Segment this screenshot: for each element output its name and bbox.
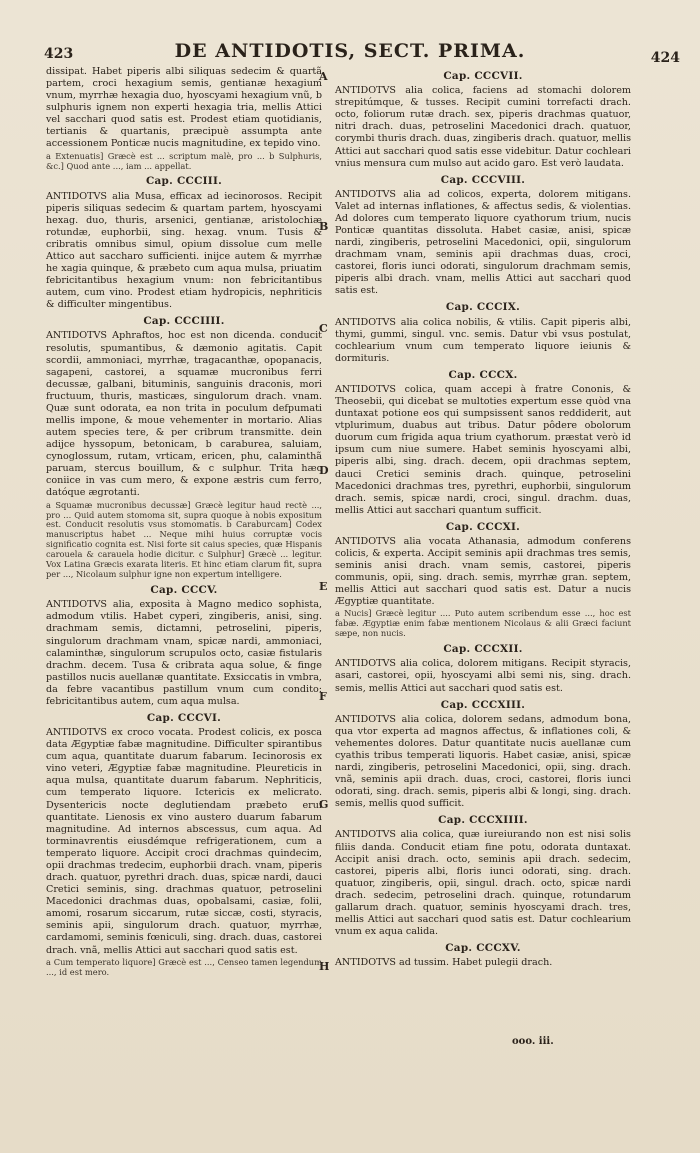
paragraph: ANTIDOTVS alia colica, dolorem sedans, admodum bona, qua vtor experta ad magnos affectus, & inflationes coli, & vehementes dolores. Datur quantitate nucis auellanæ cum cyathis tribus temperati liquoris. Habet casiæ, anisi, spicæ nardi, zingiberis, petroselini Macedonici, opii, sing. drach. vnã, seminis apii drach. duas, croci, castorei, floris iunci odorati, sing. drach. semis, piperis albi & longi, sing. drach. semis, mellis quod sufficit. (335, 713, 631, 810)
page-number-left: 423 (44, 46, 74, 62)
paragraph: ANTIDOTVS alia vocata Athanasia, admodum conferens colicis, & experta. Accipit seminis apii drachmas tres semis, seminis anisi drach. vnam semis, castorei, piperis communis, opii, sing. drach. semis, myrrhæ gran. septem, mellis Attici aut sacchari quod satis est. Datur a nucis Ægyptiæ quantitate. (335, 535, 631, 608)
left-column (46, 66, 322, 978)
paragraph: ANTIDOTVS alia, exposita à Magno medico sophista, admodum vtilis. Habet cyperi, zingiberis, anisi, sing. drachmam semis, dictamni, petroselini, piperis, singulorum drachmam vnam, spicæ nardi, ammoniaci, calaminthæ, singulorum scrupulos octo, casiæ fistularis drachm. decem. Tusa & cribrata aqua solue, & finge pastillos nucis auellanæ quantitate. Exsiccatis in vmbra, da febre vacantibus pastillum vnum cum condito: febricitantibus autem, cum aqua mulsa. (46, 599, 322, 707)
page-title: DE ANTIDOTIS, SECT. PRIMA. (174, 40, 526, 62)
paragraph: ANTIDOTVS ad tussim. Habet pulegii drach. (335, 957, 553, 969)
chapter-heading: Cap. CCCV. (150, 584, 218, 597)
chapter-heading: Cap. CCCVI. (146, 711, 222, 724)
paragraph: ANTIDOTVS alia colica nobilis, & vtilis. Capit piperis albi, thymi, gummi, singul. vnc. semis. Datur vbi vsus postulat, cochlearium vnum cum temperato liquore ieiunis & dormituris. (335, 316, 631, 364)
chapter-heading: Cap. CCCIII. (145, 175, 223, 188)
chapter-heading: Cap. CCCVIII. (440, 173, 526, 186)
margin-letter-b: B (319, 220, 329, 233)
paragraph: ANTIDOTVS alia colica, faciens ad stomachi dolorem strepitúmque, & tusses. Recipit cumini torrefacti drach. octo, foliorum rutæ drach. sex, piperis drachmas quatuor, nitri drach. duas, petroselini Macedonici drach. quatuor, corymbi thuris drach. duas, zingiberis drach. quatuor, mellis Attici aut sacchari quod satis esse videbitur. Datur cochleari vnius mensura cum mulso aut acido garo. Est verò laudata. (335, 85, 631, 169)
chapter-heading: Cap. CCCXIIII. (438, 814, 528, 827)
chapter-heading: Cap. CCCIX. (445, 301, 521, 314)
chapter-heading: Cap. CCCVII. (443, 70, 523, 82)
margin-letter-a: A (319, 70, 328, 83)
margin-letter-g: G (319, 798, 329, 811)
margin-letter-h: H (319, 960, 330, 973)
right-column (335, 66, 631, 970)
footnote: a Squamæ mucronibus decussæ] Græcè legitur haud rectè ..., pro ... Quid autem stomoma sit, supra quoque à nobis expositum est. Conducit resolutis vsus stomomatis. b Caraburcam] Codex manuscriptus habet ... Neque mihi huius corruptæ vocis significatio cognita est. Nisi forte sit caius species, quæ Hispanis carouela & carauela hodie dicitur. c Sulphur] Græcè ... legitur. Vox Latina Græcis exarata literis. Et hinc etiam clarum fit, supra per ..., Nicolaum sulphur igne non expertum intelligere. (46, 499, 322, 580)
chapter-heading: Cap. CCCX. (448, 368, 518, 381)
paragraph: ANTIDOTVS alia colica, quæ iureiurando non est nisi solis filiis danda. Conducit etiam fine potu, odorata duntaxat. Accipit anisi drach. octo, seminis apii drach. sedecim, castorei, piperis albi, floris iunci odorati, sing. drach. quatuor, zingiberis, opii, singul. drach. octo, spicæ nardi drach. sedecim, petroselini drach. quinque, rotundarum gallarum drach. quatuor, seminis hyoscyami drach. tres, mellis Attici aut sacchari quod satis est. Datur cochlearium vnum ex aqua calida. (335, 829, 631, 938)
paragraph: ANTIDOTVS alia ad colicos, experta, dolorem mitigans. Valet ad internas inflationes, & affectus sedis, & violentias. Ad dolores cum temperato liquore cyathorum trium, nucis Ponticæ quantitas dissoluta. Habet casiæ, anisi, spicæ nardi, zingiberis, petroselini Macedonici, opii, singulorum drachmam vnam, seminis apii drachmas duas, croci, castorei, floris iunci odorati, singulorum drachmam semis, piperis albi drach. vnam, mellis Attici aut sacchari quod satis est. (335, 188, 631, 297)
footnote: a Extenuatis] Græcè est ... scriptum malè, pro ... b Sulphuris, &c.] Quod ante ..., iam ... appellat. (46, 150, 322, 171)
page-number-right: 424 (650, 50, 680, 66)
paragraph: dissipat. Habet piperis albi siliquas sedecim & quartã partem, croci hexagium semis, gentianæ hexagium vnum, myrrhæ hexagia duo, hyoscyami hexagium vnũ, b sulphuris ignem non experti hexagia tria, mellis Attici vel sacchari quod satis est. Prodest etiam quotidianis, tertianis & quartanis, præcipuè assumpta ante accessionem Ponticæ nucis magnitudine, ex tepido vino. (46, 66, 322, 150)
footnote: a Nucis] Græcè legitur .... Puto autem scribendum esse ..., hoc est fabæ. Ægyptiæ enim fabæ mentionem Nicolaus & alii Græci faciunt sæpe, non nucis. (335, 608, 631, 639)
paragraph: ANTIDOTVS Aphraftos, hoc est non dicenda. conducit resolutis, spumantibus, & dæmonio agitatis. Capit scordii, ammoniaci, myrrhæ, tragacanthæ, opopanacis, sagapeni, castorei, a squamæ mucronibus ferri decussæ, galbani, bituminis, sanguinis draconis, mori fructuum, thuris, masticæs, singulorum drach. vnam. Quæ sunt odorata, ea non trita in poculum defpumati mellis impone, & moue vehementer in mortario. Alias autem species tere, & per cribrum transmitte. dein adijce hyssopum, betonicam, b caraburea, saluiam, cynoglossum, rutam, vrticam, ericen, phu, calaminthã paruam, stercus bouillum, & c sulphur. Trita hæc coniice in vas cum mero, & expone æstris cum ferro, datóque ægrotanti. (46, 330, 322, 499)
paragraph: ANTIDOTVS alia colica, dolorem mitigans. Recipit styracis, asari, castorei, opii, hyoscyami albi semi nis, sing. drach. semis, mellis Attici aut sacchari quod satis est. (335, 658, 631, 694)
signature-mark: ooo. iii. (512, 1036, 554, 1047)
footnote: a Cum temperato liquore] Græcè est ..., Censeo tamen legendum ..., id est mero. (46, 956, 322, 977)
chapter-heading: Cap. CCCXV. (445, 942, 521, 955)
paragraph: ANTIDOTVS colica, quam accepi à fratre Cononis, & Theosebii, qui dicebat se multoties expertum esse quòd vna duntaxat potione eos qui sumpsissent sanos reddiderit, aut vtplurimum, duabus aut tribus. Datur pôdere obolorum duorum cum frigida aqua trium cyathorum. præstat verò id ipsum cum niue sumere. Habet seminis hyoscyami albi, piperis albi, sing. drach. decem, opii drachmas septem, dauci Cretici seminis drach. quinque, petroselini Macedonici drachmas tres, pyrethri, euphorbii, singulorum drach. semis, spicæ nardi, croci, singul. drachm. duas, mellis Attici aut sacchari quantum sufficit. (335, 384, 631, 516)
running-header (0, 40, 700, 68)
margin-letter-c: C (319, 322, 328, 335)
margin-letter-e: E (319, 580, 328, 593)
chapter-heading: Cap. CCCXI. (445, 520, 521, 533)
paragraph: ANTIDOTVS alia Musa, efficax ad iecinorosos. Recipit piperis siliquas sedecim & quartam partem, hyoscyami hexag. duo, thuris, arsenici, gentianæ, aristolochiæ rotundæ, euphorbii, sing. hexag. vnum. Tusis & cribratis omnibus simul, opium dissolue cum melle Attico aut saccharo sufficienti. inijce autem & myrrhæ he xagia quinque, & præbeto cum aqua mulsa, priuatim febricitantibus hexagium vnum: non febricitantibus autem, cum vino. Prodest etiam hydropicis, nephriticis & difficulter mingentibus. (46, 190, 322, 311)
chapter-heading: Cap. CCCXII. (443, 643, 523, 656)
paragraph: ANTIDOTVS ex croco vocata. Prodest colicis, ex posca data Ægyptiæ fabæ magnitudine. Difficulter spirantibus cum aqua, quantitate duarum fabarum. Iecinorosis ex vino veteri, Ægyptiæ fabæ magnitudine. Pleureticis in aqua mulsa, quantitate duarum fabarum. Nephriticis, cum temperato liquore. Ictericis ex melicrato. Dysentericis nocte deglutiendam præbeto erui quantitate. Lienosis ex vino austero duarum fabarum magnitudine. Ad internos abscessus, cum aqua. Ad torminavrentis eiusdémque refrigerationem, cum a temperato liquore. Accipit croci drachmas quindecim, opii drachmas tredecim, euphorbii drach. vnam, piperis drach. quatuor, pyrethri drach. duas, spicæ nardi, dauci Cretici seminis, sing. drachmas quatuor, petroselini Macedonici drachmas duas, opobalsami, casiæ, folii, amomi, rosarum siccarum, rutæ siccæ, costi, styracis, seminis apii, singulorum drach. quatuor, myrrhæ, cardamomi, seminis fœniculi, sing. drach. duas, castorei drach. vnã, mellis Attici aut sacchari quod satis est. (46, 727, 322, 956)
margin-letter-f: F (319, 690, 327, 703)
margin-letter-d: D (319, 464, 329, 477)
chapter-heading: Cap. CCCXIII. (440, 698, 526, 711)
chapter-heading: Cap. CCCIIII. (143, 315, 225, 328)
